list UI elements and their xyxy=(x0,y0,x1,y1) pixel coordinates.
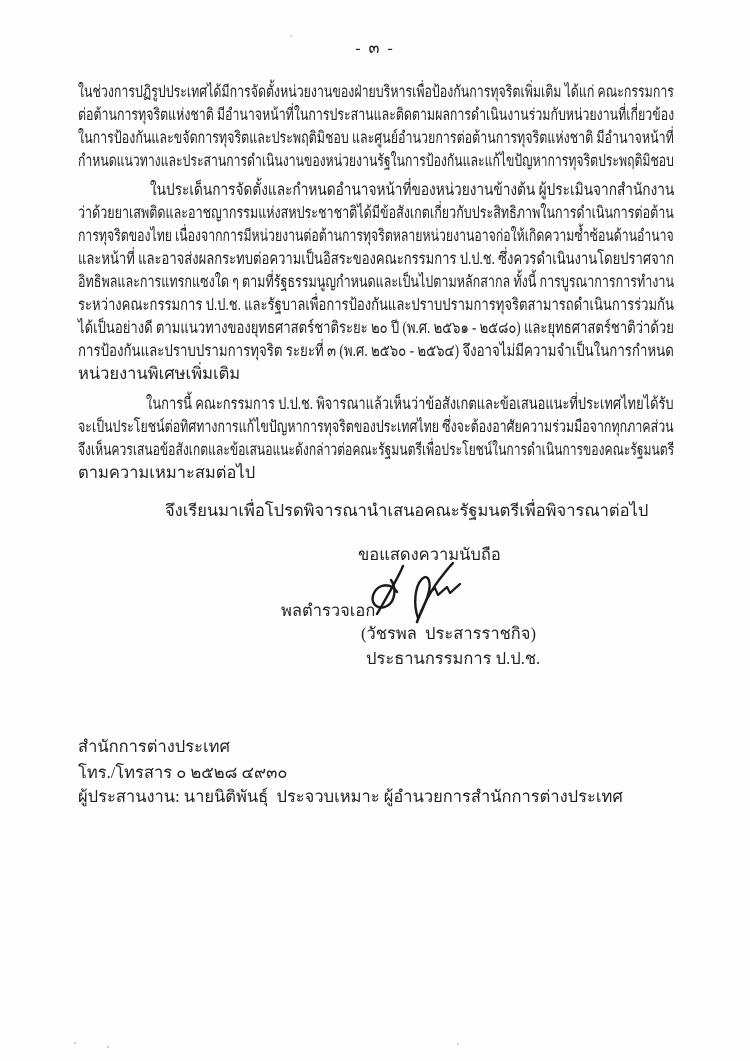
contact-office: สำนักการต่างประเทศ xyxy=(78,737,230,756)
scan-speck xyxy=(457,1043,459,1045)
signer-title: ประธานกรรมการ ป.ป.ช. xyxy=(366,649,541,668)
text-line: ในการนี้ คณะกรรมการ ป.ป.ช. พิจารณาแล้วเห็นว่าข้อสังเกตและข้อเสนอแนะที่ประเทศไทยได้รับ xyxy=(146,394,674,413)
text-line: ในช่วงการปฏิรูปประเทศได้มีการจัดตั้งหน่วยงานของฝ่ายบริหารเพื่อป้องกันการทุจริตเพิ่มเติม ได้แก่ คณะกรรมการ xyxy=(78,82,674,101)
scan-speck xyxy=(290,35,292,37)
body-paragraph-resolution xyxy=(78,392,674,484)
text-line: หน่วยงานพิเศษเพิ่มเติม xyxy=(78,364,241,383)
scan-speck xyxy=(74,1042,76,1044)
body-paragraph-submission xyxy=(78,499,674,522)
text-line: อิทธิพลและการแทรกแซงใด ๆ ตามที่รัฐธรรมนูญกำหนดและเป็นไปตามหลักสากล ทั้งนี้ การบูรณาการการทำงาน xyxy=(78,272,675,291)
closing-salutation: ขอแสดงความนับถือ xyxy=(358,545,501,564)
contact-phone: โทร./โทรสาร ๐ ๒๕๒๘ ๔๙๓๐ xyxy=(78,763,288,782)
text-line: จะเป็นประโยชน์ต่อทิศทางการแก้ไขปัญหาการทุจริตของประเทศไทย ซึ่งจะต้องอาศัยความร่วมมือจากทุกภาคส่วน xyxy=(78,417,674,436)
text-line: กำหนดแนวทางและประสานการดำเนินงานของหน่วยงานรัฐในการป้องกันและแก้ไขปัญหาการทุจริตประพฤติมิชอบ xyxy=(78,151,674,170)
contact-coordinator: ผู้ประสานงาน: นายนิติพันธุ์ ประจวบเหมาะ ผู้อำนวยการสำนักการต่างประเทศ xyxy=(78,787,623,806)
text-line: ตามความเหมาะสมต่อไป xyxy=(78,463,256,482)
text-line: ในประเด็นการจัดตั้งและกำหนดอำนาจหน้าที่ของหน่วยงานข้างต้น ผู้ประเมินจากสำนักงาน xyxy=(150,180,675,199)
text-line: ในการป้องกันและขจัดการทุจริตและประพฤติมิชอบ และศูนย์อำนวยการต่อต้านการทุจริตแห่งชาติ มีอำนาจหน้าที่ xyxy=(78,128,674,147)
handwritten-signature-icon xyxy=(366,556,478,630)
body-paragraph-observations xyxy=(78,178,674,385)
text-line: การป้องกันและปราบปรามการทุจริต ระยะที่ ๓ (พ.ศ. ๒๕๖๐ - ๒๕๖๔) จึงอาจไม่มีความจำเป็นในการกำหนด xyxy=(78,341,674,360)
text-line: จึงเรียนมาเพื่อโปรดพิจารณานำเสนอคณะรัฐมนตรีเพื่อพิจารณาต่อไป xyxy=(165,501,649,520)
text-line: ว่าด้วยยาเสพติดและอาชญากรรมแห่งสหประชาชาติได้มีข้อสังเกตเกี่ยวกับประสิทธิภาพในการดำเนินการต่อต้าน xyxy=(78,203,674,222)
signer-name: (วัชรพล ประสารราชกิจ) xyxy=(361,624,536,643)
text-line: ได้เป็นอย่างดี ตามแนวทางของยุทธศาสตร์ชาติระยะ ๒๐ ปี (พ.ศ. ๒๕๖๑ - ๒๕๘๐) และยุทธศาสตร์ชาติว่าด้วย xyxy=(78,318,674,337)
signer-rank: พลตำรวจเอก xyxy=(281,601,376,620)
text-line: การทุจริตของไทย เนื่องจากการมีหน่วยงานต่อต้านการทุจริตหลายหน่วยงานอาจก่อให้เกิดความซ้ำซ้อนด้านอำนาจ xyxy=(78,226,674,245)
body-paragraph-continuation xyxy=(78,80,674,172)
page-number: - ๓ - xyxy=(355,40,395,57)
text-line: และหน้าที่ และอาจส่งผลกระทบต่อความเป็นอิสระของคณะกรรมการ ป.ป.ช. ซึ่งควรดำเนินงานโดยปราศจาก xyxy=(78,249,674,268)
text-line: ระหว่างคณะกรรมการ ป.ป.ช. และรัฐบาลเพื่อการป้องกันและปราบปรามการทุจริตสามารถดำเนินการร่วมกัน xyxy=(78,295,674,314)
text-line: จึงเห็นควรเสนอข้อสังเกตและข้อเสนอแนะดังกล่าวต่อคณะรัฐมนตรีเพื่อประโยชน์ในการดำเนินการของคณะรัฐมนตรี xyxy=(78,440,675,459)
scan-speck xyxy=(107,1046,109,1048)
text-line: ต่อต้านการทุจริตแห่งชาติ มีอำนาจหน้าที่ในการประสานและติดตามผลการดำเนินงานร่วมกับหน่วยงานที่เกี่ยวข้อง xyxy=(78,105,675,124)
